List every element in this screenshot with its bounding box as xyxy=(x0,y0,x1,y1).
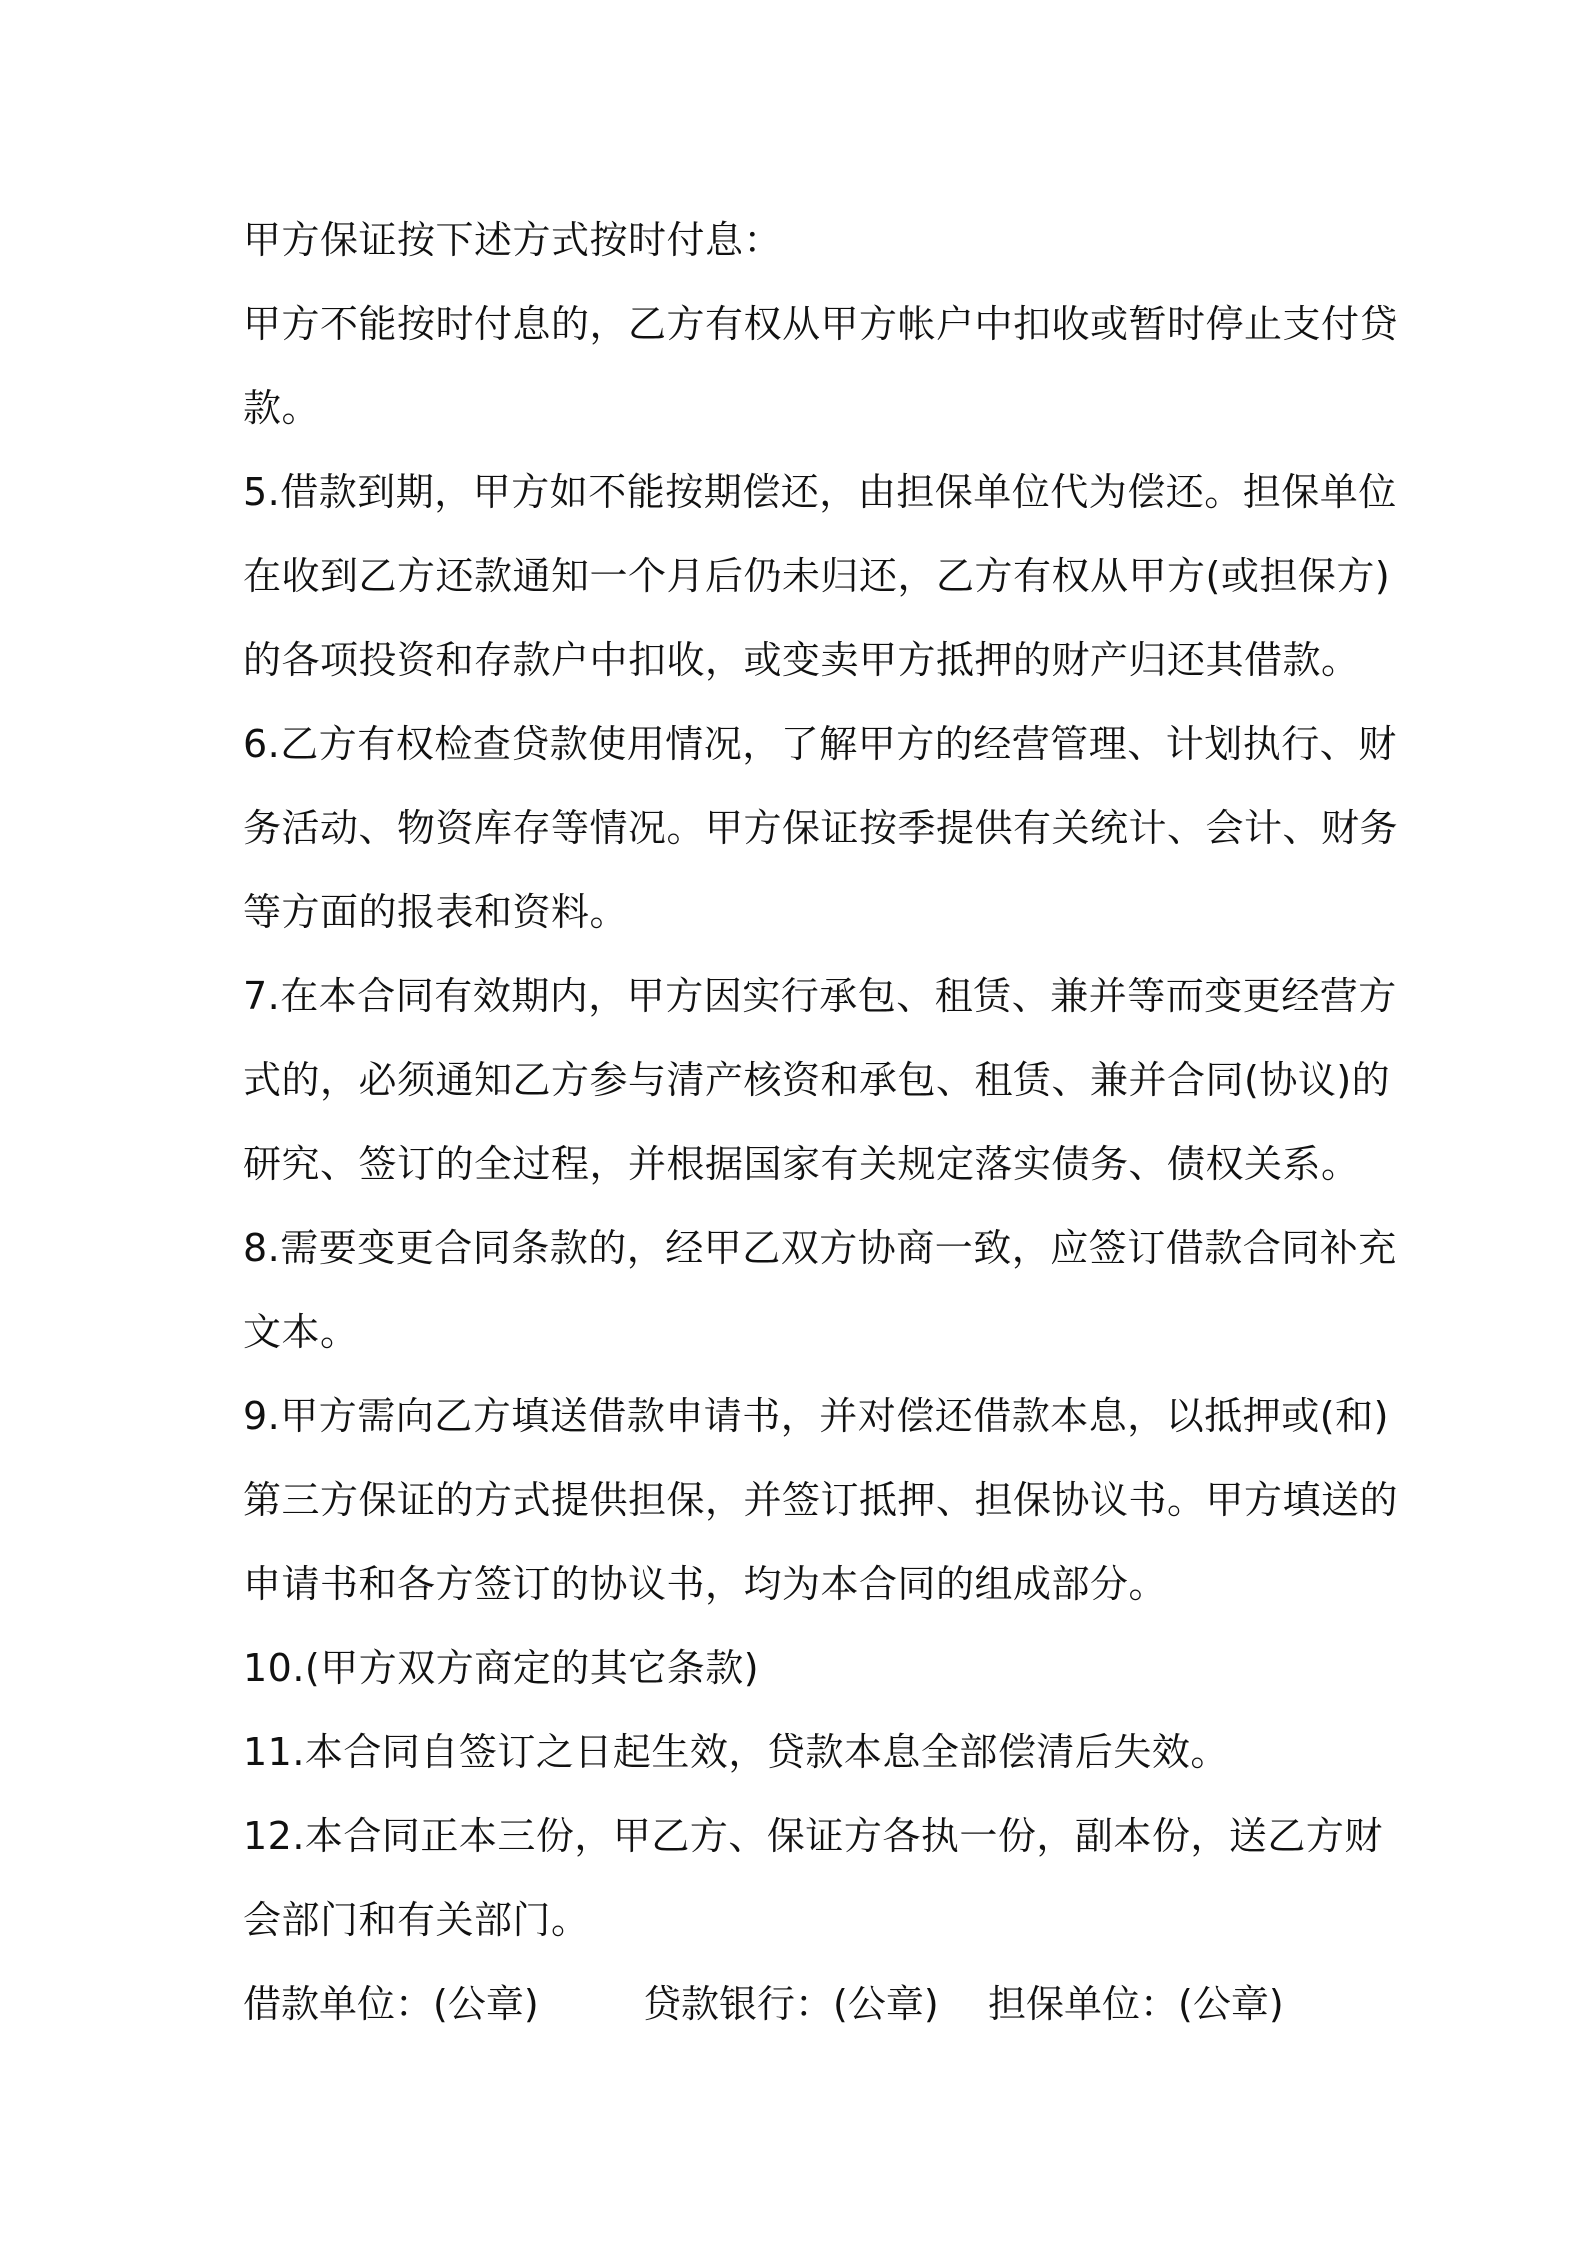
text-line: 甲方保证按下述方式按时付息： xyxy=(243,218,783,262)
clause-7: 7.在本合同有效期内，甲方因实行承包、租赁、兼并等而变更经营方 xyxy=(243,974,1397,1018)
clause-5: 5.借款到期，甲方如不能按期偿还，由担保单位代为偿还。担保单位 xyxy=(243,470,1397,514)
text-line: 款。 xyxy=(243,386,321,430)
document-page xyxy=(243,198,1399,2046)
clause-6: 6.乙方有权检查贷款使用情况，了解甲方的经营管理、计划执行、财 xyxy=(243,722,1397,766)
text-line: 文本。 xyxy=(243,1310,359,1354)
guarantor-signature: 担保单位：(公章) xyxy=(988,1982,1284,2026)
clause-10: 10.(甲方双方商定的其它条款) xyxy=(243,1646,760,1690)
text-line: 甲方不能按时付息的，乙方有权从甲方帐户中扣收或暂时停止支付贷 xyxy=(243,302,1399,346)
text-line: 在收到乙方还款通知一个月后仍未归还，乙方有权从甲方(或担保方) xyxy=(243,554,1391,598)
clause-9: 9.甲方需向乙方填送借款申请书，并对偿还借款本息，以抵押或(和) xyxy=(243,1394,1389,1438)
text-line: 务活动、物资库存等情况。甲方保证按季提供有关统计、会计、财务 xyxy=(243,806,1399,850)
text-line: 申请书和各方签订的协议书，均为本合同的组成部分。 xyxy=(243,1562,1168,1606)
lender-signature: 贷款银行：(公章) xyxy=(643,1982,939,2026)
text-line: 等方面的报表和资料。 xyxy=(243,890,629,934)
borrower-signature: 借款单位：(公章) xyxy=(243,1982,539,2026)
signature-row xyxy=(243,1962,1355,2046)
text-line: 第三方保证的方式提供担保，并签订抵押、担保协议书。甲方填送的 xyxy=(243,1478,1399,1522)
text-line: 的各项投资和存款户中扣收，或变卖甲方抵押的财产归还其借款。 xyxy=(243,638,1360,682)
clause-8: 8.需要变更合同条款的，经甲乙双方协商一致，应签订借款合同补充 xyxy=(243,1226,1397,1270)
text-line: 式的，必须通知乙方参与清产核资和承包、租赁、兼并合同(协议)的 xyxy=(243,1058,1391,1102)
text-line: 研究、签订的全过程，并根据国家有关规定落实债务、债权关系。 xyxy=(243,1142,1360,1186)
text-line: 会部门和有关部门。 xyxy=(243,1898,590,1942)
clause-11: 11.本合同自签订之日起生效，贷款本息全部偿清后失效。 xyxy=(243,1730,1229,1774)
clause-12: 12.本合同正本三份，甲乙方、保证方各执一份，副本份，送乙方财 xyxy=(243,1814,1383,1858)
